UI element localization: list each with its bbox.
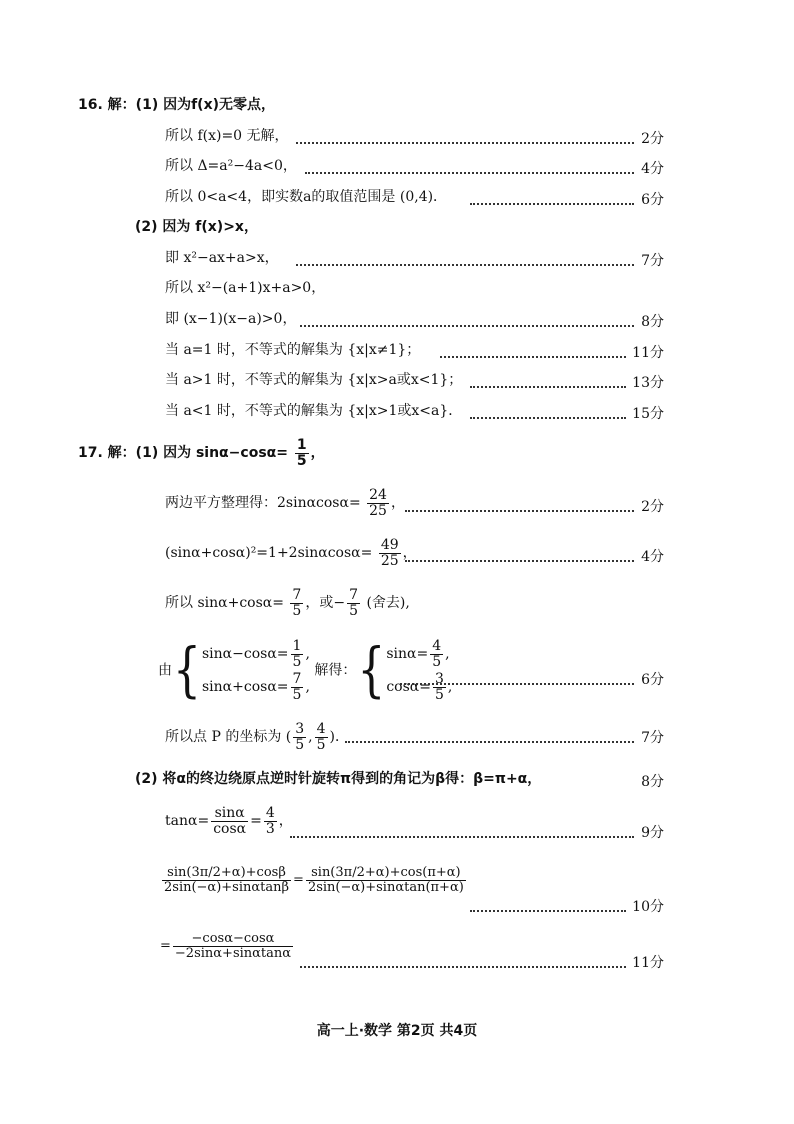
q17-part2: (2) 将α的终边绕原点逆时针旋转π得到的角记为β得：β=π+α， — [135, 771, 542, 787]
dotted-leader — [405, 560, 634, 562]
fraction-7-5: $\frac{7}{5}$ — [292, 587, 302, 619]
dotted-leader — [345, 741, 634, 743]
q17-big-expression: $\frac{\sin(3\pi/2+\alpha)+\cos\beta}{2\sin(-\alpha)+\sin\alpha\tan\beta}$ = $\frac{\sin(3\pi/2+\alpha)+\cos(\pi+\alpha)}{2\sin(-\alpha)+\sin\alpha\tan(\pi+\alpha)}$ — [164, 865, 464, 895]
page-footer: 高一上·数学 第2页 共4页 — [316, 1023, 478, 1039]
fraction-7-5-neg: $\frac{7}{5}$ — [349, 587, 358, 619]
dotted-leader — [470, 417, 626, 419]
q17-score-1: 2分 — [641, 499, 664, 515]
q17-score-3: 6分 — [641, 672, 664, 688]
q16-step-3: 所以 0<a<4，即实数a的取值范围是 (0,4)． — [165, 189, 448, 205]
dotted-leader — [400, 683, 634, 685]
q16-step-10: 当 a<1 时，不等式的解集为 {x|x>1或x<a}． — [165, 403, 463, 419]
dotted-leader — [300, 325, 634, 327]
q16-score-10: 15分 — [632, 406, 664, 422]
dotted-leader — [470, 386, 626, 388]
q16-score-2: 4分 — [641, 161, 664, 177]
q17-step-3: 所以 sinα+cosα= $\frac{7}{5}$ ，或− $\frac{7}{5}$ (舍去), — [165, 587, 410, 619]
q17-score-4: 7分 — [641, 730, 664, 746]
q16-score-7: 8分 — [641, 314, 664, 330]
q16-step-8: 当 a=1 时，不等式的解集为 {x|x≠1}； — [165, 342, 421, 358]
q17-score-5: 8分 — [641, 774, 664, 790]
q16-step-6: 所以 x²−(a+1)x+a>0， — [165, 280, 326, 296]
q16-score-1: 2分 — [641, 131, 664, 147]
q16-step-2: 所以 Δ=a²−4a<0， — [165, 158, 297, 174]
q17-last-expression: = $\frac{-\cos\alpha-\cos\alpha}{-2\sin\alpha+\sin\alpha\tan\alpha}$ — [160, 931, 292, 961]
dotted-leader — [470, 910, 626, 912]
q16-step-7: 即 (x−1)(x−a)>0， — [165, 311, 297, 327]
q16-header: 16. 解：(1) 因为f(x)无零点， — [78, 97, 276, 113]
q16-step-5: 即 x²−ax+a>x， — [165, 250, 279, 266]
q16-score-8: 11分 — [632, 345, 664, 361]
q17-step-4: 所以点 P 的坐标为 ( $\frac{3}{5}$ , $\frac{4}{5}$ )． — [165, 721, 349, 753]
fraction-49-25: $\frac{49}{25}$ — [380, 537, 399, 569]
q16-score-9: 13分 — [632, 375, 664, 391]
dotted-leader — [305, 172, 634, 174]
q17-header-text: 17. 解：(1) 因为 sinα−cosα= — [78, 445, 289, 462]
q16-step-9: 当 a>1 时，不等式的解集为 {x|x>a或x<1}； — [165, 372, 463, 388]
q16-step-1: 所以 f(x)=0 无解， — [165, 128, 289, 144]
q16-part2: (2) 因为 f(x)>x， — [135, 219, 258, 235]
dotted-leader — [290, 836, 634, 838]
q17-score-2: 4分 — [641, 549, 664, 565]
dotted-leader — [296, 142, 634, 144]
q17-step-1: 两边平方整理得：2sinαcosα= $\frac{24}{25}$ ， — [165, 487, 405, 519]
dotted-leader — [470, 203, 634, 205]
q17-step-2: (sinα+cosα)²=1+2sinαcosα= $\frac{49}{25}$ ， — [165, 537, 417, 569]
q17-tan: tanα= $\frac{\sin\alpha}{\cos\alpha}$ = $\frac{4}{3}$ ， — [165, 805, 293, 837]
dotted-leader — [300, 966, 626, 968]
fraction-24-25: $\frac{24}{25}$ — [369, 487, 387, 519]
q17-score-8: 11分 — [632, 955, 664, 971]
q17-header: 17. 解：(1) 因为 sinα−cosα= $\frac{1}{5}$ ， — [78, 437, 325, 469]
q16-score-3: 6分 — [641, 192, 664, 208]
q17-system: 由{ sinα−cosα= $\frac{1}{5}$ , sinα+cosα= $\frac{7}{5}$ , 解得：{ sinα= $\frac{4}{5}$ , cosα= $\frac{3}{5}$ , — [158, 635, 453, 705]
dotted-leader — [405, 510, 634, 512]
fraction-1-5: $\frac{1}{5}$ — [296, 437, 307, 469]
dotted-leader — [440, 356, 626, 358]
q17-score-6: 9分 — [641, 825, 664, 841]
q17-score-7: 10分 — [632, 899, 664, 915]
q16-score-5: 7分 — [641, 253, 664, 269]
dotted-leader — [296, 264, 634, 266]
